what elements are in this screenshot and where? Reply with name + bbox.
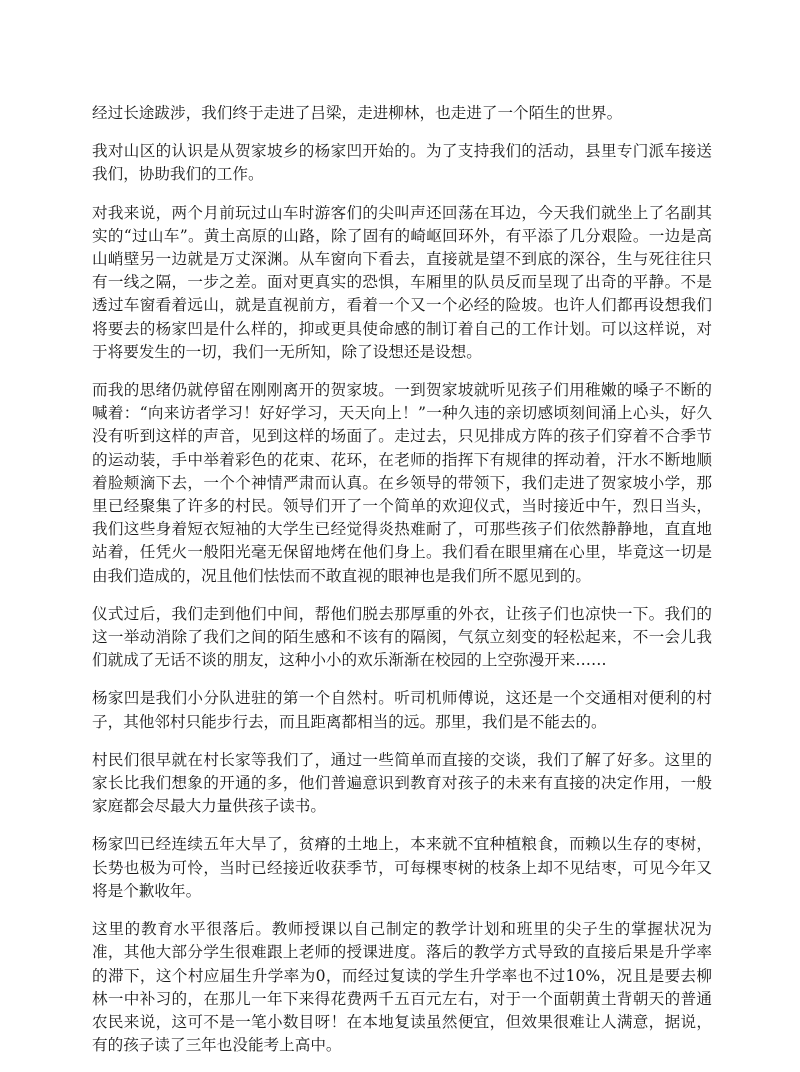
paragraph: 而我的思绪仍就停留在刚刚离开的贺家坡。一到贺家坡就听见孩子们用稚嫩的嗓子不断的喊着：“向来访者学习！好好学习，天天向上！”一种久违的亲切感顷刻间涌上心头，好久没有听到这样的声音，见到这样的场面了。走过去，只见排成方阵的孩子们穿着不合季节的运动装，手中举着彩色的花束、花环，在老师的指挥下有规律的挥动着，汗水不断地顺着脸颊滴下去，一个个神情严肃而认真。在乡领导的带领下，我们走进了贺家坡小学，那里已经聚集了许多的村民。领导们开了一个简单的欢迎仪式，当时接近中午，烈日当头，我们这些身着短衣短袖的大学生已经觉得炎热难耐了，可那些孩子们依然静静地，直直地站着，任凭火一般阳光毫无保留地烤在他们身上。我们看在眼里痛在心里，毕竟这一切是由我们造成的，况且他们怯怯而不敢直视的眼神也是我们所不愿见到的。: [92, 381, 712, 585]
paragraph: 经过长途跋涉，我们终于走进了吕梁，走进柳林，也走进了一个陌生的世界。: [92, 104, 623, 122]
paragraph: 杨家凹是我们小分队进驻的第一个自然村。听司机师傅说，这还是一个交通相对便利的村子，其他邻村只能步行去，而且距离都相当的远。那里，我们是不能去的。: [92, 689, 712, 731]
paragraph: 仪式过后，我们走到他们中间，帮他们脱去那厚重的外衣，让孩子们也凉快一下。我们的这一举动消除了我们之间的陌生感和不该有的隔阂，气氛立刻变的轻松起来，不一会儿我们就成了无话不谈的朋友，这种小小的欢乐渐渐在校园的上空弥漫开来……: [92, 604, 712, 670]
paragraph: 对我来说，两个月前玩过山车时游客们的尖叫声还回荡在耳边，今天我们就坐上了名副其实的“过山车”。黄土高原的山路，除了固有的崎岖回环外，有平添了几分艰险。一边是高山峭壁另一边就是万丈深渊。从车窗向下看去，直接就是望不到底的深谷，生与死往往只有一线之隔，一步之差。面对更真实的恐惧，车厢里的队员反而呈现了出奇的平静。不是透过车窗看着远山，就是直视前方，看着一个又一个必经的险坡。也许人们都再设想我们将要去的杨家凹是什么样的，抑或更具使命感的制订着自己的工作计划。可以这样说，对于将要发生的一切，我们一无所知，除了设想还是设想。: [92, 203, 712, 361]
paragraph: 村民们很早就在村长家等我们了，通过一些简单而直接的交谈，我们了解了好多。这里的家长比我们想象的开通的多，他们普遍意识到教育对孩子的未来有直接的决定作用，一般家庭都会尽最大力量供孩子读书。: [92, 750, 712, 816]
paragraph: 我对山区的认识是从贺家坡乡的杨家凹开始的。为了支持我们的活动，县里专门派车接送我们，协助我们的工作。: [92, 142, 712, 184]
paragraph: 这里的教育水平很落后。教师授课以自己制定的教学计划和班里的尖子生的掌握状况为准，其他大部分学生很难跟上老师的授课进度。落后的教学方式导致的直接后果是升学率的滞下，这个村应届生升学率为0，而经过复读的学生升学率也不过10%，况且是要去柳林一中补习的，在那儿一年下来得花费两千五百元左右，对于一个面朝黄土背朝天的普通农民来说，这可不是一笔小数目呀！在本地复读虽然便宜，但效果很难让人满意，据说，有的孩子读了三年也没能考上高中。: [92, 920, 712, 1055]
document-body: [92, 102, 712, 1072]
paragraph: 杨家凹已经连续五年大旱了，贫瘠的土地上，本来就不宜种植粮食，而赖以生存的枣树，长势也极为可怜，当时已经接近收获季节，可每棵枣树的枝条上却不见结枣，可见今年又将是个歉收年。: [92, 835, 712, 900]
